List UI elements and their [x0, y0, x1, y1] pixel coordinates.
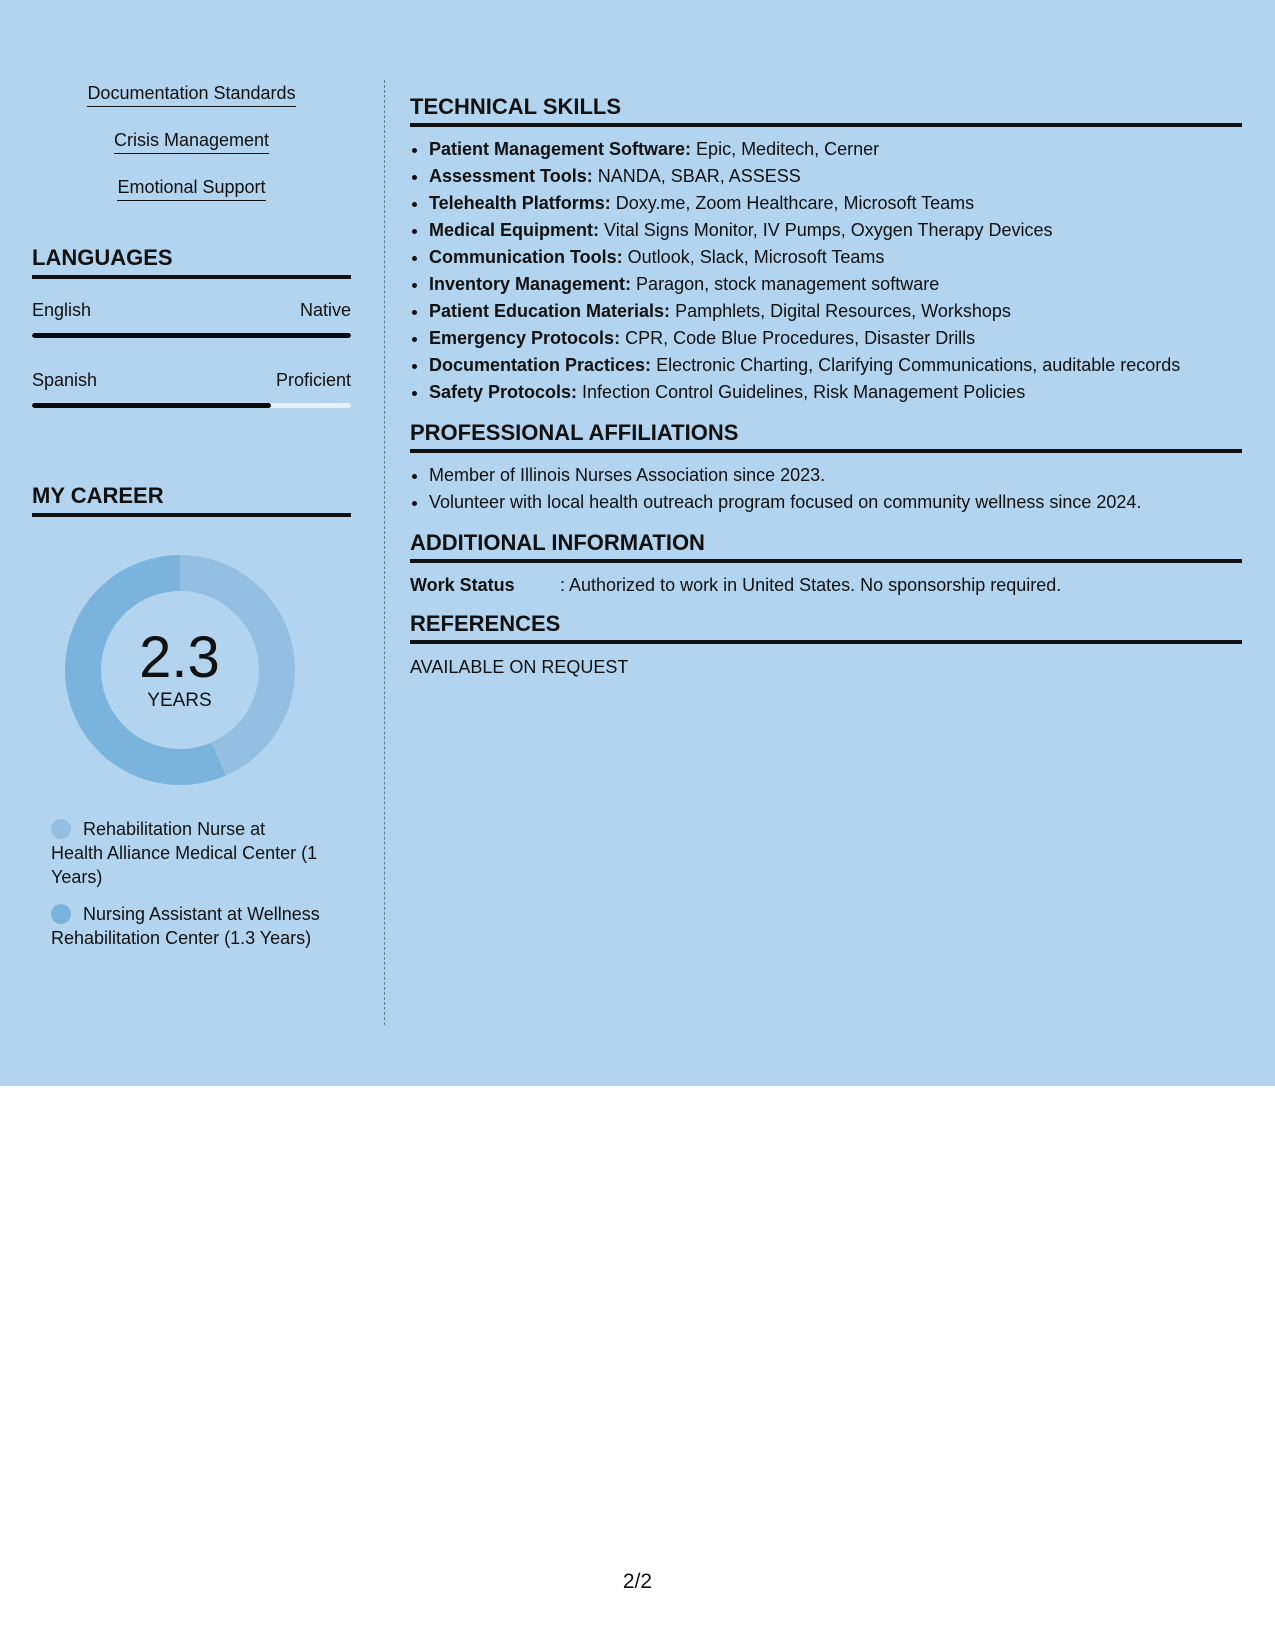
skill-label: Assessment Tools:: [429, 166, 593, 186]
skill-value: CPR, Code Blue Procedures, Disaster Drills: [620, 328, 976, 348]
language-level: Native: [299, 300, 351, 320]
skill-value: Epic, Meditech, Cerner: [691, 139, 880, 159]
skill-label: Emergency Protocols:: [429, 328, 621, 348]
legend-dot-icon: [51, 904, 71, 924]
language-level: Proficient: [275, 370, 351, 390]
skill-item: [429, 244, 1242, 271]
career-unit: YEARS: [147, 690, 212, 711]
language-bar: [32, 403, 351, 408]
languages-section: [32, 245, 351, 408]
references-text: AVAILABLE ON REQUEST: [410, 657, 629, 677]
work-status-value: : Authorized to work in United States. No sponsorship required.: [560, 575, 1062, 595]
left-column: [32, 82, 351, 963]
skill-value: Pamphlets, Digital Resources, Workshops: [670, 301, 1011, 321]
skill-item: [429, 325, 1242, 352]
language-bar-fill: [32, 333, 351, 338]
legend-label: Rehabilitation Nurse at Health Alliance Medical Center (1 Years): [51, 819, 318, 887]
skill-value: Outlook, Slack, Microsoft Teams: [622, 247, 885, 267]
skill-value: Infection Control Guidelines, Risk Management Policies: [577, 382, 1026, 402]
page-number: 2/2: [622, 1570, 653, 1593]
skill-tag: Emotional Support: [117, 176, 265, 201]
career-section: [32, 483, 351, 950]
affiliations-heading: PROFESSIONAL AFFILIATIONS: [410, 420, 1242, 453]
work-status-label: Work Status: [410, 575, 515, 595]
skill-tags: [32, 82, 351, 223]
skill-value: Paragon, stock management software: [631, 274, 940, 294]
career-legend: [32, 817, 351, 950]
additional-info-heading: ADDITIONAL INFORMATION: [410, 530, 1242, 563]
language-english: [32, 299, 351, 338]
skill-item: [429, 163, 1242, 190]
skill-item: [429, 298, 1242, 325]
career-total-years: 2.3: [139, 625, 220, 690]
skill-label: Telehealth Platforms:: [429, 193, 611, 213]
skill-label: Inventory Management:: [429, 274, 632, 294]
skill-item: [429, 352, 1242, 379]
skill-label: Patient Management Software:: [429, 139, 692, 159]
legend-item: [51, 817, 321, 889]
skill-value: Doxy.me, Zoom Healthcare, Microsoft Teams: [610, 193, 975, 213]
skill-label: Medical Equipment:: [429, 220, 600, 240]
skill-tag: Crisis Management: [114, 129, 269, 154]
skill-value: Electronic Charting, Clarifying Communications, auditable records: [651, 355, 1181, 375]
skill-value: Vital Signs Monitor, IV Pumps, Oxygen Therapy Devices: [599, 220, 1053, 240]
additional-info-section: [410, 530, 1242, 597]
career-heading: MY CAREER: [32, 483, 351, 517]
language-name: Spanish: [32, 370, 98, 390]
affiliations-list: [410, 462, 1242, 516]
legend-dot-icon: [51, 819, 71, 839]
skill-item: [429, 379, 1242, 406]
language-bar-fill: [32, 403, 271, 408]
skill-label: Communication Tools:: [429, 247, 623, 267]
skill-item: [429, 190, 1242, 217]
language-name: English: [32, 300, 92, 320]
skill-value: NANDA, SBAR, ASSESS: [592, 166, 801, 186]
skill-item: [429, 136, 1242, 163]
skill-label: Safety Protocols:: [429, 382, 578, 402]
career-donut-chart: [65, 555, 295, 785]
technical-skills-list: [410, 136, 1242, 406]
skill-item: [429, 271, 1242, 298]
column-divider: [384, 80, 385, 1025]
legend-label: Nursing Assistant at Wellness Rehabilitation Center (1.3 Years): [51, 904, 320, 948]
work-status-row: [410, 573, 1242, 597]
technical-skills-section: [410, 94, 1242, 406]
list-item: • Member of Illinois Nurses Association since 2023.: [429, 462, 1242, 489]
legend-item: [51, 902, 321, 950]
references-section: [410, 611, 1242, 679]
language-bar: [32, 333, 351, 338]
affiliations-section: [410, 420, 1242, 516]
references-heading: REFERENCES: [410, 611, 1242, 644]
skill-item: [429, 217, 1242, 244]
skill-label: Documentation Practices:: [429, 355, 652, 375]
languages-heading: LANGUAGES: [32, 245, 351, 279]
list-item: • Volunteer with local health outreach program focused on community wellness since 2024.: [429, 489, 1242, 516]
technical-skills-heading: TECHNICAL SKILLS: [410, 94, 1242, 127]
skill-label: Patient Education Materials:: [429, 301, 671, 321]
skill-tag: Documentation Standards: [87, 82, 295, 107]
language-spanish: [32, 369, 351, 408]
right-column: [410, 94, 1242, 679]
